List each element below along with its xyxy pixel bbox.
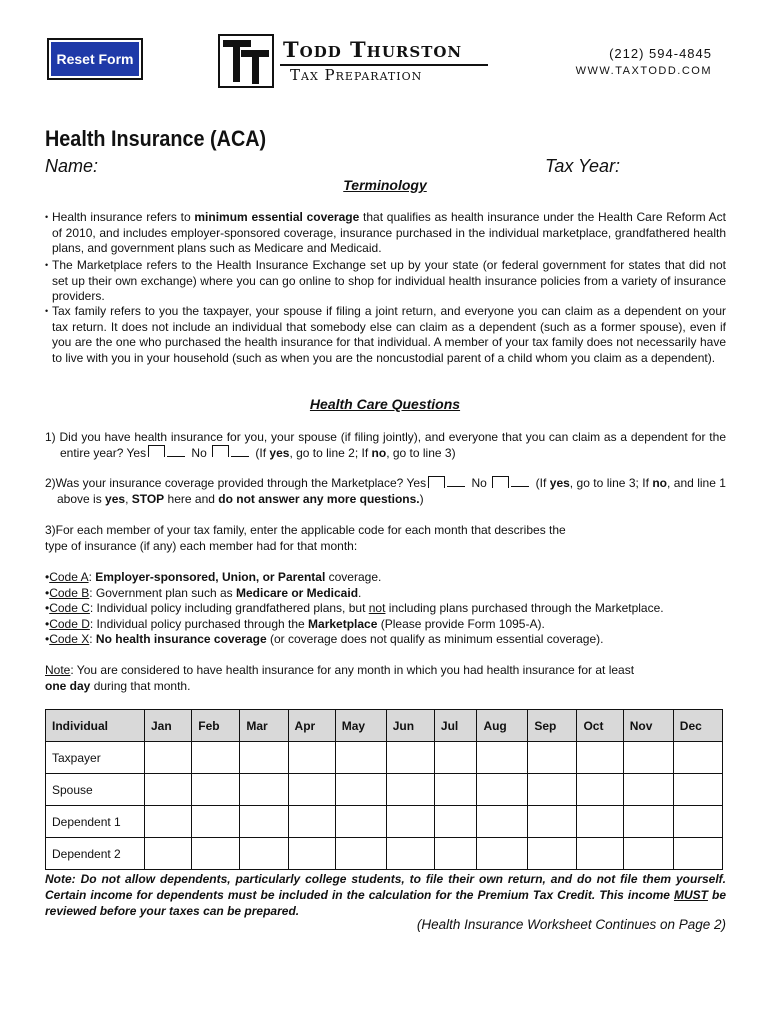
month-code-cell[interactable] (623, 774, 673, 806)
column-header-month: Apr (288, 710, 335, 742)
terminology-heading: Terminology (343, 177, 427, 193)
column-header-month: Sep (528, 710, 577, 742)
q1-yes-checkbox[interactable] (148, 445, 165, 457)
month-code-cell[interactable] (673, 742, 722, 774)
reset-form-button[interactable]: Reset Form (47, 38, 143, 80)
month-code-cell[interactable] (577, 838, 623, 870)
month-code-cell[interactable] (335, 774, 386, 806)
month-code-cell[interactable] (145, 774, 192, 806)
table-row (46, 742, 723, 774)
company-name: Todd Thurston (283, 37, 463, 62)
column-header-month: Oct (577, 710, 623, 742)
column-header-month: Jun (386, 710, 434, 742)
bullet-icon: • (45, 212, 49, 222)
month-code-cell[interactable] (145, 806, 192, 838)
page-title: Health Insurance (ACA) (45, 126, 267, 151)
month-code-cell[interactable] (577, 806, 623, 838)
month-code-cell[interactable] (577, 774, 623, 806)
month-code-cell[interactable] (623, 838, 673, 870)
month-code-cell[interactable] (386, 838, 434, 870)
q2-no-checkbox[interactable] (492, 476, 509, 488)
month-code-cell[interactable] (434, 806, 477, 838)
month-code-cell[interactable] (434, 838, 477, 870)
code-a-item: •Code A: Employer-sponsored, Union, or Parental coverage. (45, 570, 382, 584)
month-code-cell[interactable] (386, 742, 434, 774)
table-row (46, 774, 723, 806)
month-code-cell[interactable] (192, 774, 240, 806)
phone-number: (212) 594-4845 (609, 46, 712, 61)
month-code-cell[interactable] (192, 806, 240, 838)
month-code-cell[interactable] (528, 838, 577, 870)
code-c-item: •Code C: Individual policy including grandfathered plans, but not including plans purchased through the Marketplace. (45, 601, 664, 616)
row-label: Spouse (46, 774, 145, 806)
column-header-month: Aug (477, 710, 528, 742)
month-code-cell[interactable] (434, 774, 477, 806)
table-row (46, 838, 723, 870)
question-3: 3)For each member of your tax family, enter the applicable code for each month that describes the type of insurance (if any) each member had for that month: (45, 523, 566, 553)
month-code-cell[interactable] (528, 806, 577, 838)
tax-year-field[interactable]: Tax Year: (545, 156, 621, 176)
month-code-cell[interactable] (240, 774, 288, 806)
q1-no-checkbox[interactable] (212, 445, 229, 457)
column-header-individual: Individual (46, 710, 145, 742)
question-2: 2)Was your insurance coverage provided through the Marketplace? Yes No (If yes, go to line 3; If no, and line 1 above is yes, STOP here and do not answer any more questions.) (45, 476, 726, 506)
code-x-item: •Code X: No health insurance coverage (or coverage does not qualify as minimum essential coverage). (45, 632, 604, 647)
month-code-cell[interactable] (145, 742, 192, 774)
continues-note: (Health Insurance Worksheet Continues on Page 2) (416, 917, 726, 932)
month-code-cell[interactable] (673, 838, 722, 870)
row-label: Dependent 2 (46, 838, 145, 870)
month-code-cell[interactable] (288, 806, 335, 838)
terminology-item-health-insurance: Health insurance refers to minimum essential coverage that qualifies as health insurance under the Health Care Reform Act of 2010, and includes employer-sponsored coverage, insurance purchased in the individual marketplace, grandfathered health plans, and government plans such as Medicare and Medicaid. (52, 210, 726, 256)
month-code-cell[interactable] (335, 838, 386, 870)
terminology-item-tax-family: Tax family refers to you the taxpayer, your spouse if filing a joint return, and everyone you can claim as a dependent on your tax return. It does not include an individual that somebody else can claim as a dependent (such as a former spouse), even if you are the one who purchased the health insurance for that individual. A member of your tax family does not necessarily have to live with you in your household (such as when you are the noncustodial parent of a child whom you claim as a dependent). (52, 304, 726, 365)
month-code-cell[interactable] (145, 838, 192, 870)
month-code-cell[interactable] (477, 742, 528, 774)
column-header-month: Feb (192, 710, 240, 742)
month-code-cell[interactable] (434, 742, 477, 774)
month-code-cell[interactable] (288, 774, 335, 806)
month-code-cell[interactable] (477, 774, 528, 806)
month-code-cell[interactable] (335, 742, 386, 774)
table-row (46, 806, 723, 838)
coverage-note: Note: You are considered to have health insurance for any month in which you had health insurance for at least one day during that month. (45, 663, 635, 693)
website: WWW.TAXTODD.COM (575, 65, 712, 77)
q2-yes-checkbox[interactable] (428, 476, 445, 488)
code-d-item: •Code D: Individual policy purchased through the Marketplace (Please provide Form 1095-A). (45, 616, 545, 631)
month-code-cell[interactable] (673, 774, 722, 806)
month-code-cell[interactable] (623, 806, 673, 838)
code-b-item: •Code B: Government plan such as Medicare or Medicaid. (45, 585, 362, 600)
monthly-coverage-table (45, 709, 723, 870)
month-code-cell[interactable] (335, 806, 386, 838)
month-code-cell[interactable] (192, 742, 240, 774)
health-care-questions-heading: Health Care Questions (309, 396, 461, 412)
row-label: Dependent 1 (46, 806, 145, 838)
bullet-icon: • (45, 260, 49, 270)
column-header-month: Jul (434, 710, 477, 742)
month-code-cell[interactable] (240, 742, 288, 774)
month-code-cell[interactable] (288, 838, 335, 870)
terminology-item-marketplace: The Marketplace refers to the Health Insurance Exchange set up by your state (or federal government for states that did not set up their own exchange) where you can go online to shop for individual health insurance policies from a variety of insurance providers. (52, 258, 726, 304)
month-code-cell[interactable] (192, 838, 240, 870)
company-subtitle: Tax Preparation (290, 66, 423, 84)
month-code-cell[interactable] (477, 838, 528, 870)
dependents-note: Note: Do not allow dependents, particularly college students, to file their own return, and do not file them yourself. Certain income for dependents must be included in the calculation for the Premium Tax Credit. This income MUST be reviewed before your taxes can be prepared. (45, 872, 726, 918)
month-code-cell[interactable] (240, 838, 288, 870)
bullet-icon: • (45, 306, 49, 316)
month-code-cell[interactable] (386, 774, 434, 806)
month-code-cell[interactable] (673, 806, 722, 838)
month-code-cell[interactable] (623, 742, 673, 774)
month-code-cell[interactable] (386, 806, 434, 838)
month-code-cell[interactable] (288, 742, 335, 774)
column-header-month: Nov (623, 710, 673, 742)
code-list (45, 570, 726, 648)
month-code-cell[interactable] (528, 774, 577, 806)
column-header-month: Jan (145, 710, 192, 742)
name-field[interactable]: Name: (45, 156, 99, 176)
column-header-month: May (335, 710, 386, 742)
month-code-cell[interactable] (577, 742, 623, 774)
row-label: Taxpayer (46, 742, 145, 774)
question-1: 1) Did you have health insurance for you, your spouse (if filing jointly), and everyone that you can claim as a dependent for the entire year? Yes No (If yes, go to line 2; If no, go to line 3) (45, 430, 726, 460)
company-logo (218, 34, 274, 88)
column-header-month: Mar (240, 710, 288, 742)
month-code-cell[interactable] (240, 806, 288, 838)
month-code-cell[interactable] (528, 742, 577, 774)
month-code-cell[interactable] (477, 806, 528, 838)
column-header-month: Dec (673, 710, 722, 742)
